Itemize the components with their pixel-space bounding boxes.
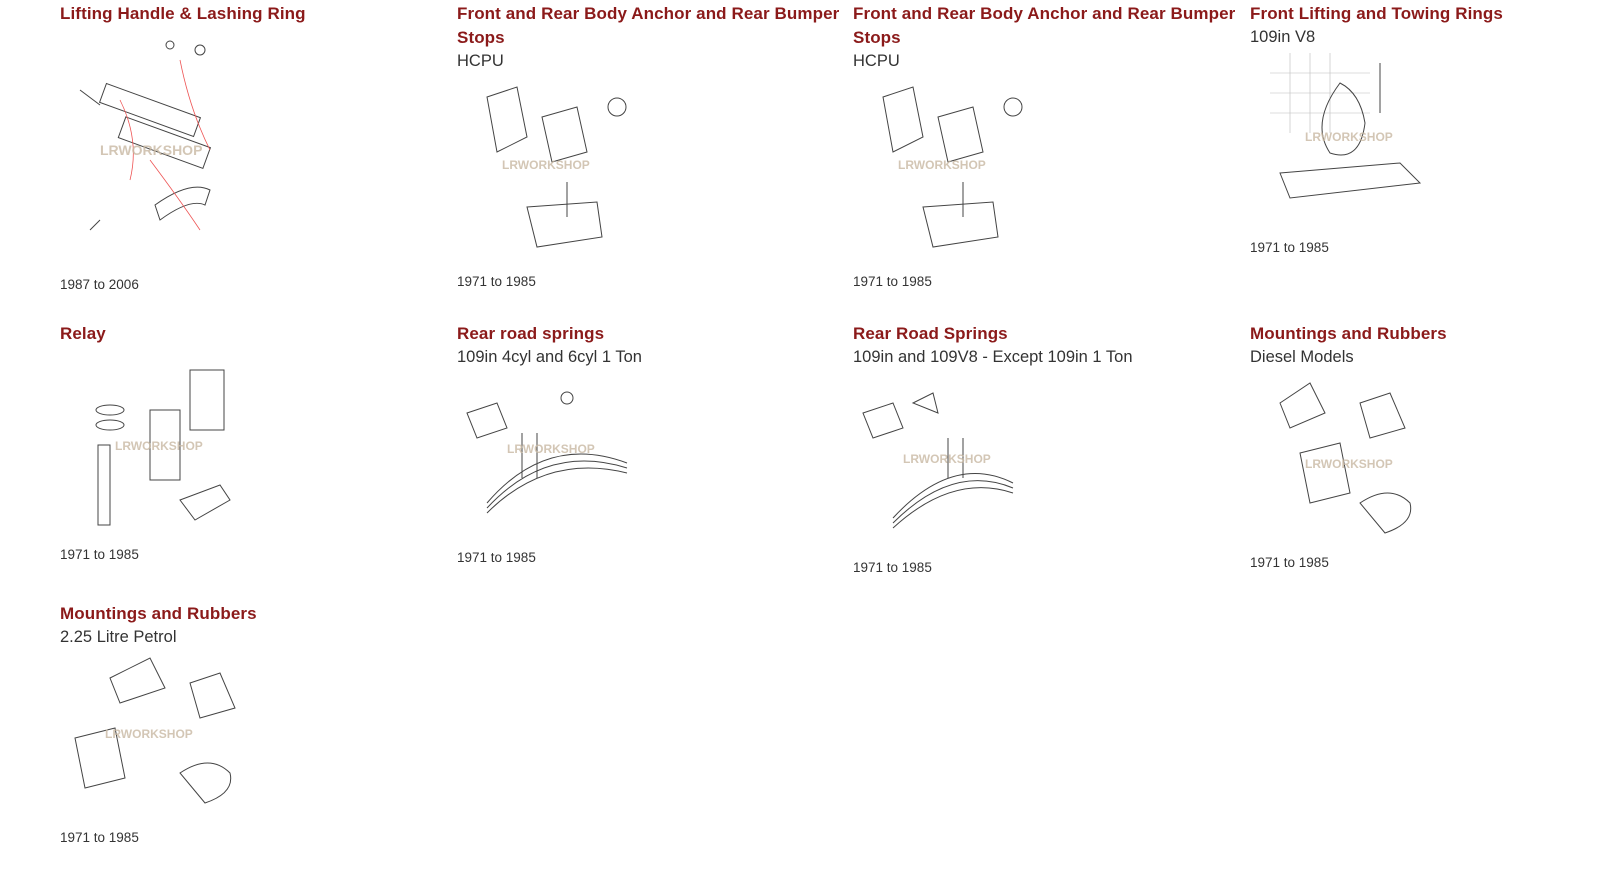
part-subtitle: 109in and 109V8 - Except 109in 1 Ton	[853, 348, 1133, 366]
part-subtitle: HCPU	[457, 52, 504, 70]
part-subtitle: 2.25 Litre Petrol	[60, 628, 177, 646]
part-title-link[interactable]: Mountings and Rubbers	[1250, 324, 1447, 343]
year-range: 1971 to 1985	[60, 547, 139, 562]
part-subtitle: 109in 4cyl and 6cyl 1 Ton	[457, 348, 642, 366]
part-card[interactable]	[853, 2, 1238, 291]
year-range: 1971 to 1985	[1250, 555, 1329, 570]
svg-text:LRWORKSHOP: LRWORKSHOP	[105, 727, 193, 741]
svg-text:LRWORKSHOP: LRWORKSHOP	[1305, 130, 1393, 144]
year-range: 1971 to 1985	[457, 274, 536, 289]
part-card[interactable]	[457, 2, 842, 291]
part-diagram-image[interactable]	[1250, 53, 1440, 233]
year-range: 1987 to 2006	[60, 277, 139, 292]
part-card[interactable]	[60, 602, 445, 847]
part-title-link[interactable]: Rear Road Springs	[853, 324, 1008, 343]
part-diagram-image[interactable]	[457, 77, 647, 267]
part-subtitle: HCPU	[853, 52, 900, 70]
part-title-link[interactable]: Front and Rear Body Anchor and Rear Bumper Stops	[457, 4, 840, 47]
svg-text:LRWORKSHOP: LRWORKSHOP	[903, 452, 991, 466]
part-diagram-image[interactable]	[853, 77, 1043, 267]
part-card[interactable]	[457, 322, 842, 567]
year-range: 1971 to 1985	[853, 560, 932, 575]
svg-text:LRWORKSHOP: LRWORKSHOP	[115, 439, 203, 453]
part-diagram-image[interactable]	[457, 373, 647, 543]
watermark-text: LRWORKSHOP	[100, 142, 203, 158]
part-card[interactable]	[1250, 322, 1600, 572]
year-range: 1971 to 1985	[1250, 240, 1329, 255]
year-range: 1971 to 1985	[853, 274, 932, 289]
part-diagram-image[interactable]	[853, 373, 1043, 553]
part-title-link[interactable]: Rear road springs	[457, 324, 605, 343]
part-card[interactable]	[60, 322, 445, 564]
part-title-link[interactable]: Lifting Handle & Lashing Ring	[60, 4, 306, 23]
part-card[interactable]	[1250, 2, 1600, 257]
part-title-link[interactable]: Relay	[60, 324, 106, 343]
part-diagram-image[interactable]	[60, 30, 250, 270]
svg-text:LRWORKSHOP: LRWORKSHOP	[507, 442, 595, 456]
part-subtitle: Diesel Models	[1250, 348, 1354, 366]
part-diagram-image[interactable]	[60, 350, 250, 540]
svg-text:LRWORKSHOP: LRWORKSHOP	[1305, 457, 1393, 471]
part-title-link[interactable]: Front Lifting and Towing Rings	[1250, 4, 1503, 23]
part-card[interactable]	[60, 2, 445, 294]
part-diagram-image[interactable]	[60, 653, 250, 823]
part-subtitle: 109in V8	[1250, 28, 1316, 46]
part-title-link[interactable]: Mountings and Rubbers	[60, 604, 257, 623]
part-diagram-image[interactable]	[1250, 373, 1440, 548]
svg-text:LRWORKSHOP: LRWORKSHOP	[898, 158, 986, 172]
part-card[interactable]	[853, 322, 1238, 577]
year-range: 1971 to 1985	[60, 830, 139, 845]
svg-text:LRWORKSHOP: LRWORKSHOP	[502, 158, 590, 172]
year-range: 1971 to 1985	[457, 550, 536, 565]
part-title-link[interactable]: Front and Rear Body Anchor and Rear Bumper Stops	[853, 4, 1236, 47]
